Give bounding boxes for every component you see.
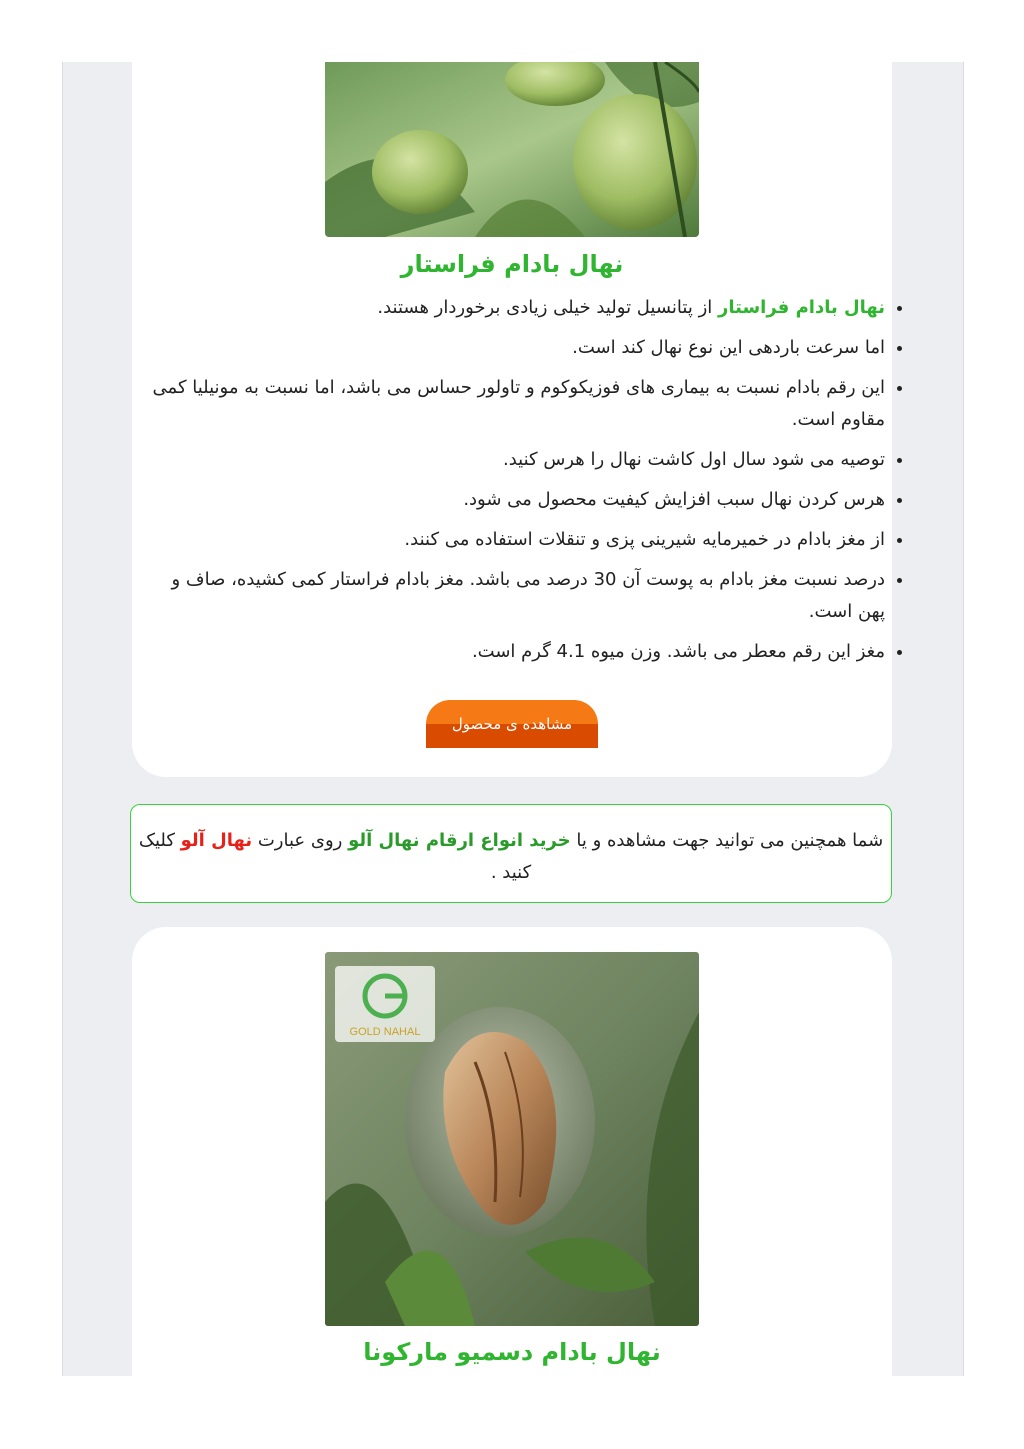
- almond-nut-photo: [325, 952, 699, 1326]
- product-link-frastar[interactable]: نهال بادام فراستار: [718, 297, 885, 318]
- product-title-desmayo: نهال بادام دسمیو مارکونا: [363, 1338, 661, 1366]
- product-image-desmayo[interactable]: [325, 952, 699, 1326]
- plum-seedling-notice: شما همچنین می توانید جهت مشاهده و یا خرید انواع ارقام نهال آلو روی عبارت نهال آلو کلیک کنید .: [130, 804, 892, 903]
- view-product-button[interactable]: مشاهده ی محصول: [426, 700, 598, 748]
- list-item: • مغز این رقم معطر می باشد. وزن میوه 4.1 گرم است.: [148, 636, 885, 668]
- gold-nahal-logo: GOLD NAHAL: [349, 1026, 421, 1038]
- buy-plum-varieties-link[interactable]: خرید انواع ارقام نهال آلو: [348, 830, 571, 851]
- list-item: • این رقم بادام نسبت به بیماری های فوزیکوکوم و تاولور حساس می باشد، اما نسبت به مونیلیا کمی مقاوم است.: [148, 372, 885, 436]
- green-almonds-photo: [325, 62, 699, 237]
- list-item: • نهال بادام فراستار از پتانسیل تولید خیلی زیادی برخوردار هستند.: [148, 292, 885, 324]
- feature-list: [148, 292, 910, 676]
- list-item: • هرس کردن نهال سبب افزایش کیفیت محصول می شود.: [148, 484, 885, 516]
- product-image-frastar[interactable]: [325, 62, 699, 237]
- plum-seedling-link[interactable]: نهال آلو: [180, 830, 253, 851]
- list-item: • اما سرعت باردهی این نوع نهال کند است.: [148, 332, 885, 364]
- product-title-frastar: نهال بادام فراستار: [400, 250, 624, 278]
- list-item: • توصیه می شود سال اول کاشت نهال را هرس کنید.: [148, 444, 885, 476]
- list-item: • از مغز بادام در خمیرمایه شیرینی پزی و تنقلات استفاده می کنند.: [148, 524, 885, 556]
- list-item: • درصد نسبت مغز بادام به پوست آن 30 درصد می باشد. مغز بادام فراستار کمی کشیده، صاف و پهن است.: [148, 564, 885, 628]
